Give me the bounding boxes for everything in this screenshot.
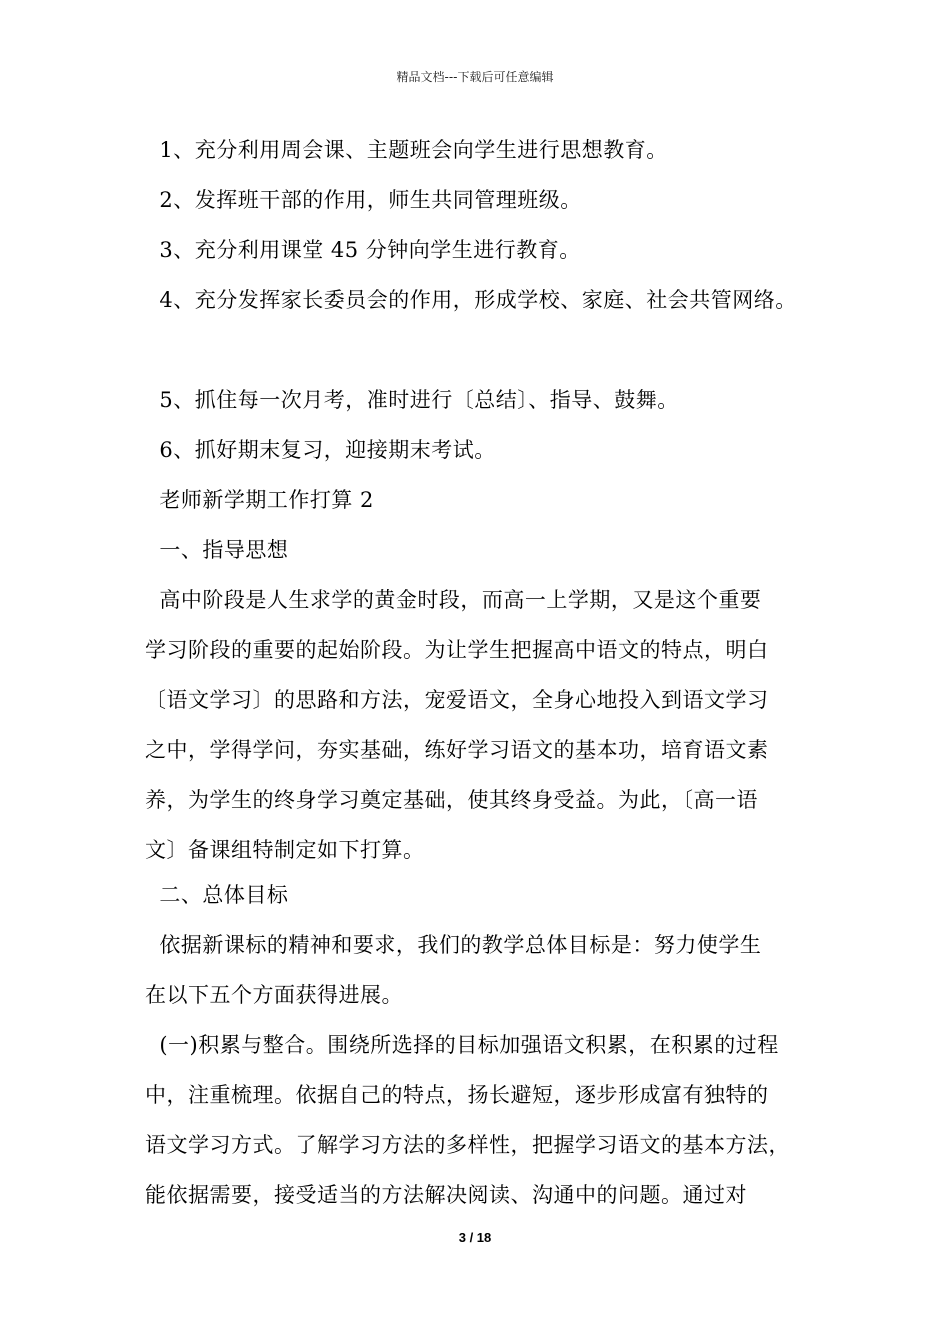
paragraph-line: 在以下五个方面获得进展。 [145,983,403,1007]
paragraph-line: 依据新课标的精神和要求，我们的教学总体目标是：努力使学生 [145,933,762,957]
section-title: 老师新学期工作打算 2 [145,488,374,512]
list-item: 4、充分发挥家长委员会的作用，形成学校、家庭、社会共管网络。 [145,288,797,312]
paragraph-line: 语文学习方式。了解学习方法的多样性，把握学习语文的基本方法， [145,1133,790,1157]
list-item: 3、充分利用课堂 45 分钟向学生进行教育。 [145,238,581,262]
list-item: 1、充分利用周会课、主题班会向学生进行思想教育。 [145,138,668,162]
page-number: 3 / 18 [458,1230,492,1245]
page-header: 精品文档---下载后可任意编辑 [396,70,554,84]
section-heading: 二、总体目标 [145,883,289,907]
paragraph-line: (一)积累与整合。围绕所选择的目标加强语文积累，在积累的过程 [145,1033,779,1057]
paragraph-line: 文〕备课组特制定如下打算。 [145,838,425,862]
paragraph-line: 中，注重梳理。依据自己的特点，扬长避短，逐步形成富有独特的 [145,1083,769,1107]
paragraph-line: 能依据需要，接受适当的方法解决阅读、沟通中的问题。通过对 [145,1183,747,1207]
paragraph-line: 之中，学得学问，夯实基础，练好学习语文的基本功，培育语文素 [145,738,769,762]
list-item: 2、发挥班干部的作用，师生共同管理班级。 [145,188,582,212]
list-item: 6、抓好期末复习，迎接期末考试。 [145,438,496,462]
section-heading: 一、指导思想 [145,538,289,562]
paragraph-line: 学习阶段的重要的起始阶段。为让学生把握高中语文的特点，明白 [145,638,769,662]
paragraph-line: 高中阶段是人生求学的黄金时段，而高一上学期，又是这个重要 [145,588,762,612]
paragraph-line: 养，为学生的终身学习奠定基础，使其终身受益。为此，〔高一语 [145,788,758,812]
list-item: 5、抓住每一次月考，准时进行〔总结〕、指导、鼓舞。 [145,388,679,412]
paragraph-line: 〔语文学习〕的思路和方法，宠爱语文，全身心地投入到语文学习 [145,688,769,712]
